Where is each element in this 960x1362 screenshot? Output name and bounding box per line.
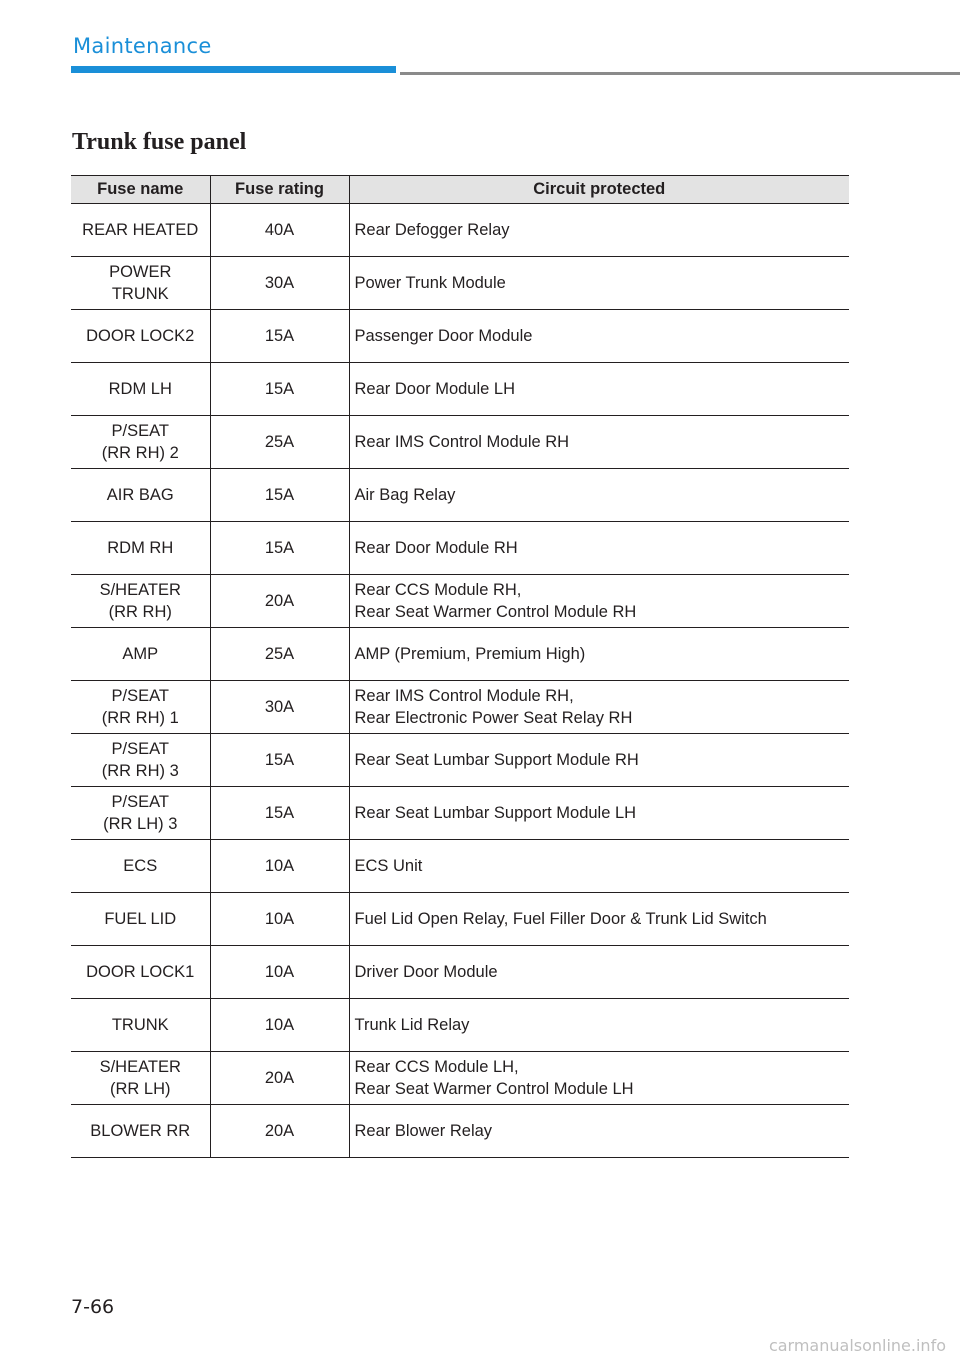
fuse-name-cell: P/SEAT (RR LH) 3 bbox=[71, 787, 210, 840]
fuse-rating-cell: 10A bbox=[210, 999, 349, 1052]
column-header-circuit-protected: Circuit protected bbox=[349, 176, 849, 204]
page-title: Trunk fuse panel bbox=[72, 129, 247, 155]
fuse-rating-cell: 15A bbox=[210, 469, 349, 522]
circuit-protected-cell: Rear Seat Lumbar Support Module RH bbox=[349, 734, 849, 787]
header-accent-bar bbox=[71, 66, 396, 73]
section-header: Maintenance bbox=[73, 34, 212, 58]
header-rule bbox=[400, 72, 960, 75]
table-body bbox=[71, 204, 849, 1158]
fuse-rating-cell: 10A bbox=[210, 840, 349, 893]
fuse-rating-cell: 15A bbox=[210, 787, 349, 840]
circuit-protected-cell: Rear IMS Control Module RH, Rear Electronic Power Seat Relay RH bbox=[349, 681, 849, 734]
fuse-rating-cell: 20A bbox=[210, 1105, 349, 1158]
fuse-name-cell: POWER TRUNK bbox=[71, 257, 210, 310]
fuse-name-cell: FUEL LID bbox=[71, 893, 210, 946]
column-header-fuse-rating: Fuse rating bbox=[210, 176, 349, 204]
circuit-protected-cell: Trunk Lid Relay bbox=[349, 999, 849, 1052]
circuit-protected-cell: Driver Door Module bbox=[349, 946, 849, 999]
table-header-row bbox=[71, 176, 849, 204]
fuse-name-cell: BLOWER RR bbox=[71, 1105, 210, 1158]
fuse-rating-cell: 20A bbox=[210, 1052, 349, 1105]
table-row bbox=[71, 999, 849, 1052]
table-row bbox=[71, 469, 849, 522]
fuse-name-cell: P/SEAT (RR RH) 3 bbox=[71, 734, 210, 787]
fuse-rating-cell: 25A bbox=[210, 416, 349, 469]
fuse-rating-cell: 30A bbox=[210, 257, 349, 310]
table-row bbox=[71, 1052, 849, 1105]
circuit-protected-cell: Rear CCS Module LH, Rear Seat Warmer Control Module LH bbox=[349, 1052, 849, 1105]
fuse-rating-cell: 10A bbox=[210, 946, 349, 999]
fuse-name-cell: S/HEATER (RR LH) bbox=[71, 1052, 210, 1105]
circuit-protected-cell: AMP (Premium, Premium High) bbox=[349, 628, 849, 681]
circuit-protected-cell: Rear Seat Lumbar Support Module LH bbox=[349, 787, 849, 840]
table-row bbox=[71, 575, 849, 628]
table-row bbox=[71, 204, 849, 257]
table-row bbox=[71, 416, 849, 469]
table-row bbox=[71, 363, 849, 416]
fuse-name-cell: RDM RH bbox=[71, 522, 210, 575]
column-header-fuse-name: Fuse name bbox=[71, 176, 210, 204]
fuse-rating-cell: 15A bbox=[210, 363, 349, 416]
fuse-table bbox=[71, 175, 849, 1158]
table-row bbox=[71, 628, 849, 681]
circuit-protected-cell: Rear Door Module RH bbox=[349, 522, 849, 575]
circuit-protected-cell: Rear Blower Relay bbox=[349, 1105, 849, 1158]
fuse-rating-cell: 25A bbox=[210, 628, 349, 681]
fuse-name-cell: AIR BAG bbox=[71, 469, 210, 522]
circuit-protected-cell: Rear CCS Module RH, Rear Seat Warmer Control Module RH bbox=[349, 575, 849, 628]
circuit-protected-cell: Air Bag Relay bbox=[349, 469, 849, 522]
fuse-name-cell: AMP bbox=[71, 628, 210, 681]
fuse-name-cell: P/SEAT (RR RH) 1 bbox=[71, 681, 210, 734]
table-row bbox=[71, 787, 849, 840]
table-row bbox=[71, 310, 849, 363]
fuse-name-cell: P/SEAT (RR RH) 2 bbox=[71, 416, 210, 469]
fuse-name-cell: REAR HEATED bbox=[71, 204, 210, 257]
circuit-protected-cell: Rear Door Module LH bbox=[349, 363, 849, 416]
fuse-name-cell: S/HEATER (RR RH) bbox=[71, 575, 210, 628]
fuse-name-cell: DOOR LOCK1 bbox=[71, 946, 210, 999]
fuse-rating-cell: 40A bbox=[210, 204, 349, 257]
fuse-rating-cell: 20A bbox=[210, 575, 349, 628]
table-row bbox=[71, 734, 849, 787]
fuse-name-cell: ECS bbox=[71, 840, 210, 893]
table-row bbox=[71, 1105, 849, 1158]
circuit-protected-cell: ECS Unit bbox=[349, 840, 849, 893]
table-row bbox=[71, 257, 849, 310]
fuse-rating-cell: 15A bbox=[210, 522, 349, 575]
table-row bbox=[71, 840, 849, 893]
table-row bbox=[71, 522, 849, 575]
fuse-rating-cell: 15A bbox=[210, 310, 349, 363]
fuse-name-cell: DOOR LOCK2 bbox=[71, 310, 210, 363]
circuit-protected-cell: Fuel Lid Open Relay, Fuel Filler Door & Trunk Lid Switch bbox=[349, 893, 849, 946]
table-row bbox=[71, 681, 849, 734]
fuse-rating-cell: 10A bbox=[210, 893, 349, 946]
circuit-protected-cell: Rear Defogger Relay bbox=[349, 204, 849, 257]
fuse-rating-cell: 30A bbox=[210, 681, 349, 734]
fuse-name-cell: TRUNK bbox=[71, 999, 210, 1052]
fuse-name-cell: RDM LH bbox=[71, 363, 210, 416]
page-number: 7-66 bbox=[71, 1296, 115, 1318]
table-row bbox=[71, 893, 849, 946]
watermark: carmanualsonline.info bbox=[768, 1336, 946, 1355]
table-row bbox=[71, 946, 849, 999]
circuit-protected-cell: Passenger Door Module bbox=[349, 310, 849, 363]
circuit-protected-cell: Power Trunk Module bbox=[349, 257, 849, 310]
fuse-rating-cell: 15A bbox=[210, 734, 349, 787]
circuit-protected-cell: Rear IMS Control Module RH bbox=[349, 416, 849, 469]
